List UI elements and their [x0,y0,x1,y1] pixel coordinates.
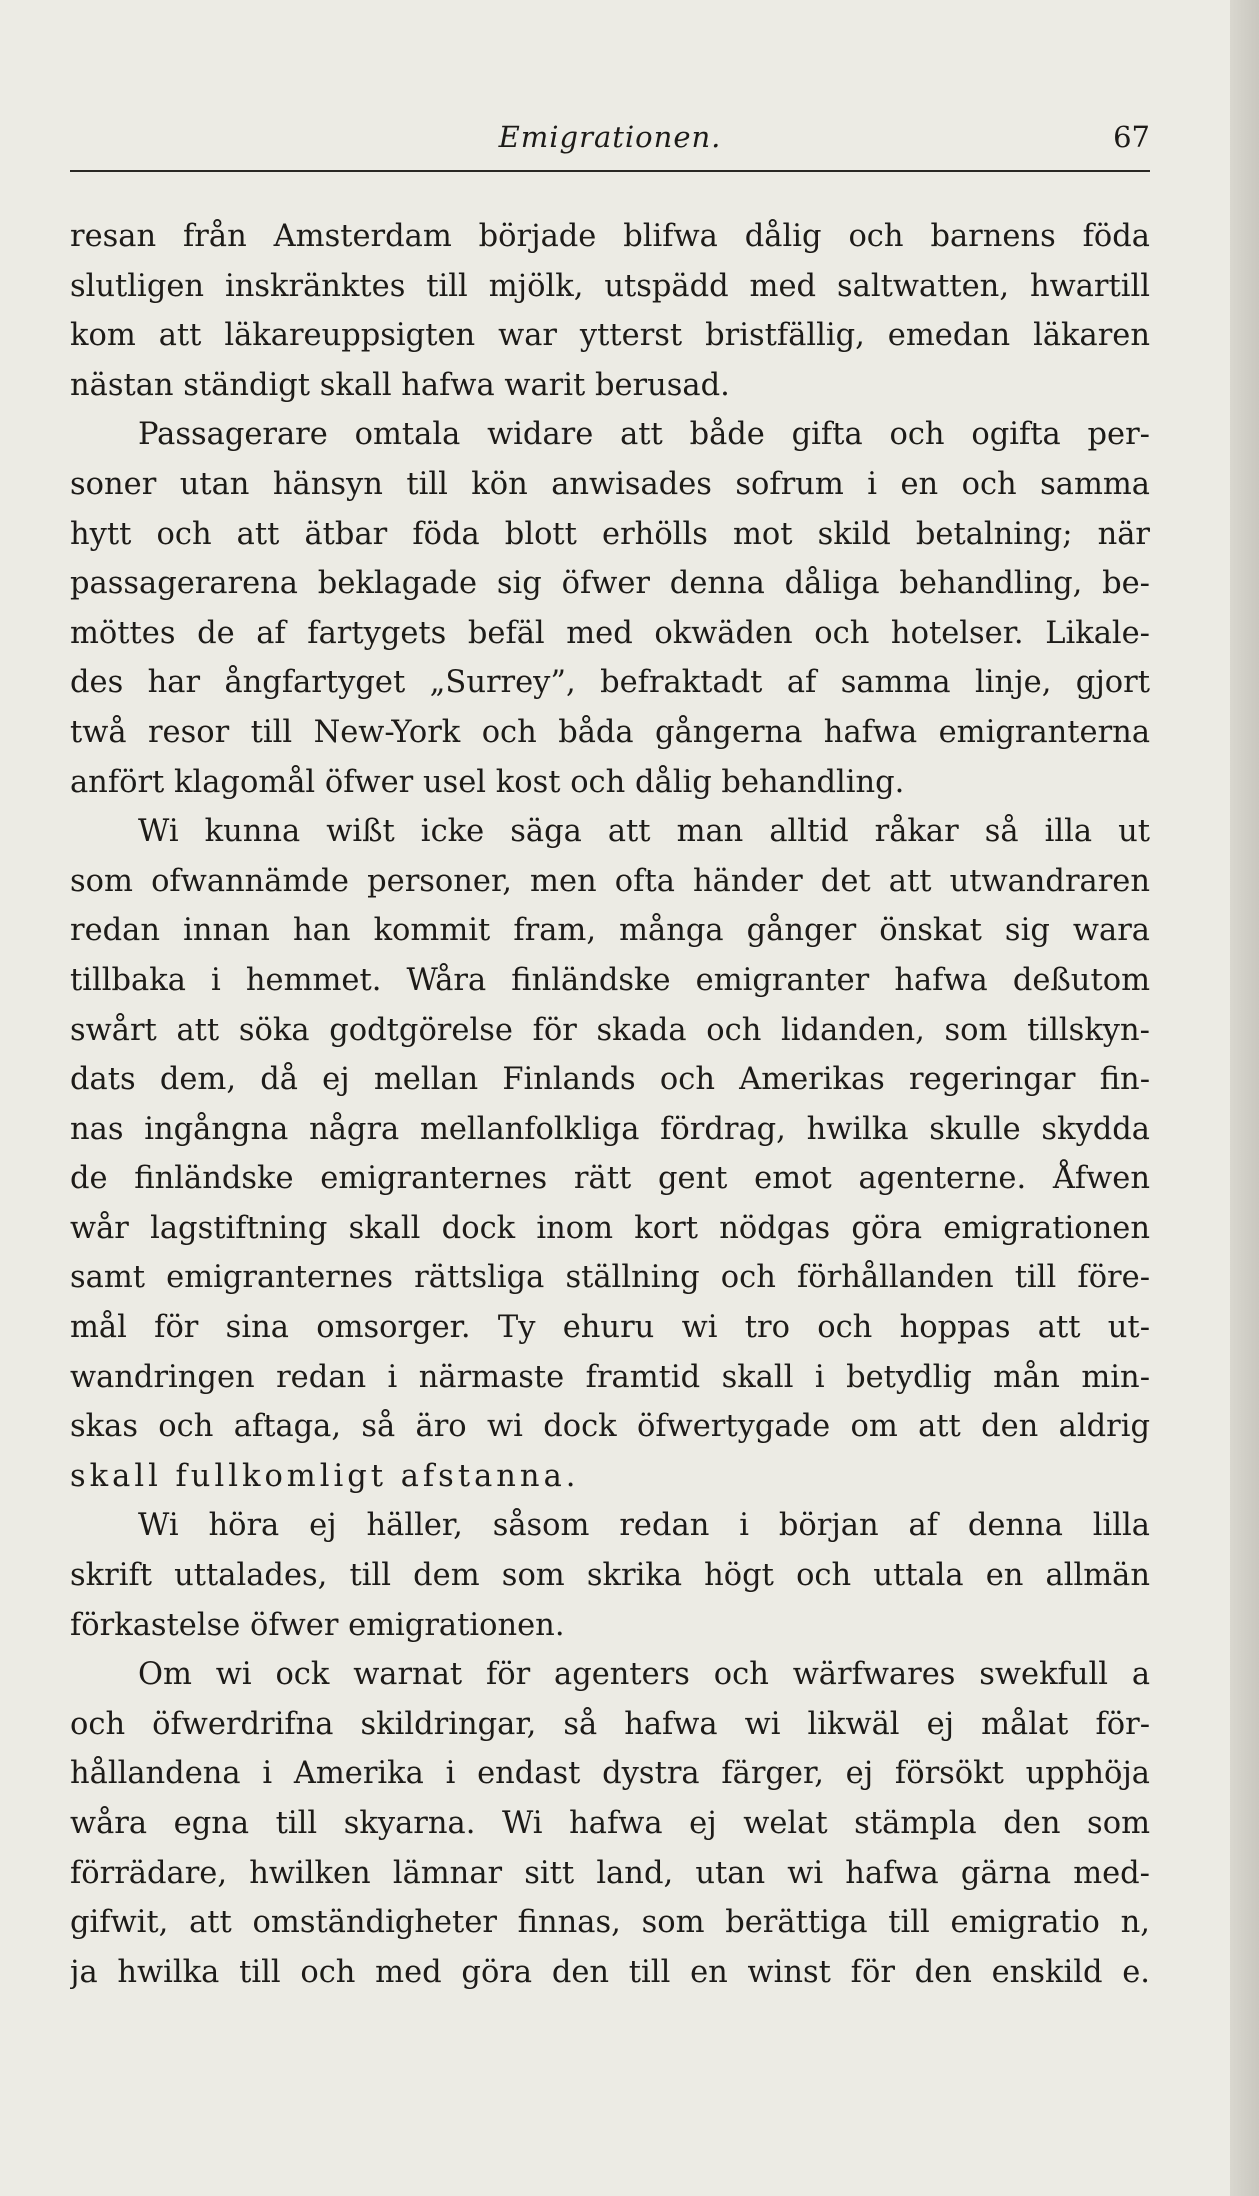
text-line: kom att läkareuppsigten war ytterst bristfällig, emedan läkaren [70,318,1150,354]
text-line: förrädare, hwilken lämnar sitt land, utan wi hafwa gärna med- [70,1855,1150,1891]
text-line: Om wi ock warnat för agenters och wärfwares swekfull a [138,1657,1150,1693]
text-line: swårt att söka godtgörelse för skada och lidanden, som tillskyn- [70,1012,1150,1048]
text-line: nästan ständigt skall hafwa warit berusad. [70,367,730,403]
text-line: möttes de af fartygets befäl med okwäden och hotelser. Likale- [70,615,1150,651]
text-line: passagerarena beklagade sig öfwer denna dåliga behandling, be- [70,566,1150,602]
text-line: skas och aftaga, så äro wi dock öfwertygade om att den aldrig [70,1409,1150,1445]
running-title: Emigrationen. [498,120,722,154]
text-line: dats dem, då ej mellan Finlands och Amerikas regeringar fin- [70,1062,1150,1098]
text-line: wår lagstiftning skall dock inom kort nödgas göra emigrationen [70,1210,1150,1246]
text-line: twå resor till New-York och båda gångerna hafwa emigranterna [70,714,1150,750]
header-rule [70,170,1150,172]
text-line: som ofwannämde personer, men ofta händer det att utwandraren [70,863,1150,899]
text-line: skall fullkomligt afstanna. [70,1458,580,1494]
page-header [70,120,1150,170]
text-line: soner utan hänsyn till kön anwisades sofrum i en och samma [70,466,1150,502]
text-line: wåra egna till skyarna. Wi hafwa ej welat stämpla den som [70,1806,1150,1841]
text-line: Wi höra ej häller, såsom redan i början af denna lilla [138,1508,1150,1544]
text-line: nas ingångna några mellanfolkliga fördrag, hwilka skulle skydda [70,1111,1150,1147]
text-line: gifwit, att omständigheter finnas, som berättiga till emigratio n, [70,1905,1150,1941]
text-line: mål för sina omsorger. Ty ehuru wi tro och hoppas att ut- [70,1310,1150,1346]
text-line: och öfwerdrifna skildringar, så hafwa wi likwäl ej målat för- [70,1706,1150,1742]
text-line: de finländske emigranternes rätt gent emot agenterne. Åfwen [70,1161,1150,1197]
text-line: resan från Amsterdam började blifwa dålig och barnens föda [70,219,1150,254]
text-line: redan innan han kommit fram, många gånger önskat sig wara [70,913,1150,949]
text-line: Passagerare omtala widare att både gifta och ogifta per- [138,417,1150,453]
page-edge [1230,0,1259,2196]
text-line: hytt och att ätbar föda blott erhölls mot skild betalning; när [70,516,1150,552]
text-line: skrift uttalades, till dem som skrika högt och uttala en allmän [70,1558,1150,1594]
text-line: Wi kunna wißt icke säga att man alltid råkar så illa ut [138,814,1150,850]
page-number: 67 [1113,120,1150,154]
text-line: ja hwilka till och med göra den till en winst för den enskild e. [70,1954,1150,1990]
text-line: förkastelse öfwer emigrationen. [70,1607,565,1643]
text-line: anfört klagomål öfwer usel kost och dålig behandling. [70,764,905,800]
text-line: samt emigranternes rättsliga ställning och förhållanden till före- [70,1260,1150,1296]
text-line: wandringen redan i närmaste framtid skall i betydlig mån min- [70,1359,1150,1395]
text-line: tillbaka i hemmet. Wåra finländske emigranter hafwa deßutom [70,962,1150,998]
text-line: des har ångfartyget „Surrey”, befraktadt af samma linje, gjort [70,665,1150,701]
text-line: hållandena i Amerika i endast dystra färger, ej försökt upphöja [70,1756,1150,1792]
body-text [70,212,1150,1997]
text-line: slutligen inskränktes till mjölk, utspädd med saltwatten, hwartill [70,268,1150,304]
